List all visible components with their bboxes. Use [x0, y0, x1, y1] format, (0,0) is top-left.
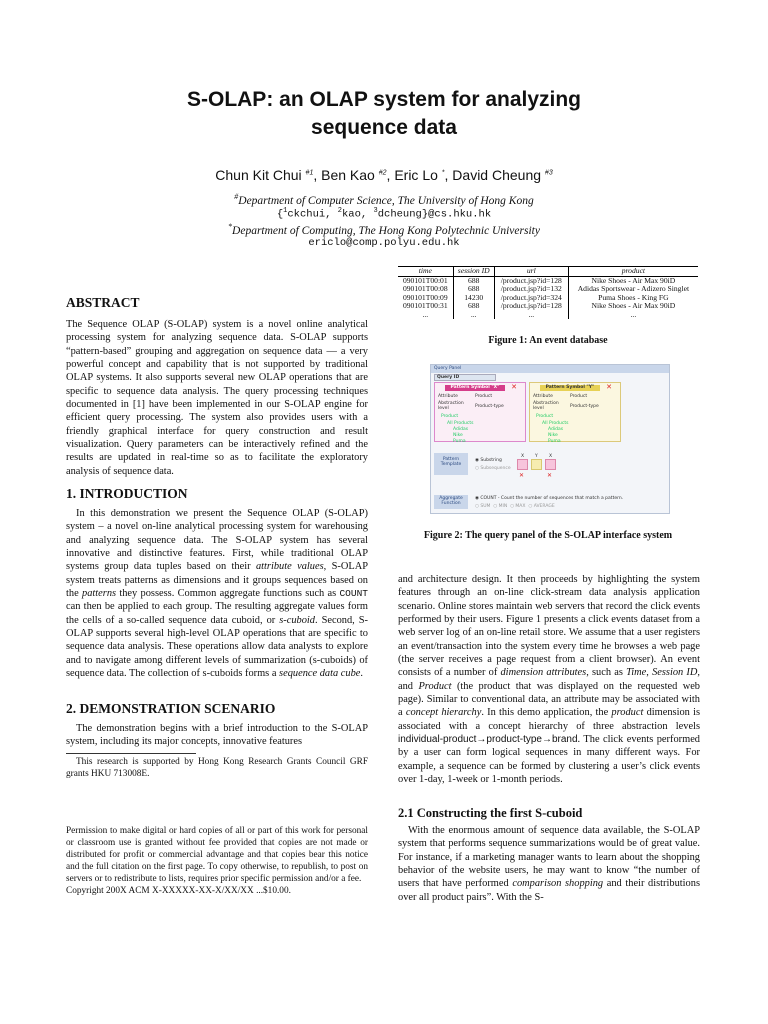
emphasis: product: [611, 707, 644, 719]
tree-item: Adidas: [453, 427, 469, 432]
title-line-2: sequence data: [311, 116, 457, 139]
close-icon: ✕: [511, 383, 517, 391]
email-mark: 3: [373, 207, 378, 215]
permission-text: Permission to make digital or hard copies of all or part of this work for personal or classroom use is granted without fee provided that copies are not made or distributed for profit or commercial advantage and that copies bear this notice and the full citation on the first page. To copy otherwise, to republish, to post on servers or to redistribute to lists, requires prior specific permission and/or a fee.: [66, 826, 368, 884]
pattern-template-label: Pattern Template: [434, 453, 468, 475]
text-run: , S-OLAP system treats patterns as dimensions and it groups sequences based on the: [66, 561, 368, 600]
emphasis: sequence data cube: [279, 668, 361, 680]
emphasis: dimension attributes: [500, 667, 587, 679]
text-run: and architecture design. It then proceeds by highlighting the system features through an on-line click-stream data analysis application scenario. Online stores maintain web servers that record the click events performed by their users. Figure 1 presents a click events dataset from a web server log of an on-line retail store. We assume that a user registers an event/transaction into the system every time he browses a web page (the server receives a page request from a client browser). An event consists of a number of: [398, 574, 700, 679]
author-name: Ben Kao: [321, 167, 375, 183]
table-cell: Nike Shoes - Air Max 90iD: [568, 276, 698, 285]
copyright-text: Copyright 200X ACM X-XXXXX-XX-X/XX/XX ...$10.00.: [66, 886, 291, 896]
pattern-box-y: [531, 459, 542, 470]
text-run: . Second, S-OLAP supports several high-level OLAP operations that are specific to sequence data analysis. These operations allow data analysts to explore and to navigate among different levels of summarization (s-cuboids) of sequence data. The collection of s-cuboids forms a: [66, 614, 368, 680]
aggregate-function-label: Aggregate Function: [434, 495, 468, 509]
table-cell: 14230: [453, 294, 494, 303]
intro-heading: 1. INTRODUCTION: [66, 486, 188, 501]
figure-2-caption: Figure 2: The query panel of the S-OLAP interface system: [423, 530, 673, 541]
attribute-label: Attribute: [533, 394, 553, 399]
author-name: David Cheung: [452, 167, 542, 183]
author-mark: #2: [378, 169, 387, 177]
text-run: , such as: [586, 667, 627, 679]
emphasis: comparison shopping: [512, 878, 604, 890]
text-run: , and: [398, 667, 700, 692]
pattern-symbol-y: [529, 382, 621, 442]
text-run: ,: [646, 667, 653, 679]
table-cell: Adidas Sportswear - Adizero Singlet: [568, 285, 698, 294]
table-cell: 090101T00:08: [402, 284, 448, 293]
demo-paragraph: The demonstration begins with a brief introduction to the S-OLAP system, including its major concepts, innovative features: [66, 723, 368, 748]
text-run: dimension is associated with a concept hierarchy of three abstraction levels: [398, 707, 700, 732]
text-run: .: [360, 668, 364, 680]
pattern-symbol-title: Pattern Symbol "Y": [540, 385, 600, 391]
emphasis: attribute values: [255, 561, 324, 573]
attribute-value: Product: [570, 394, 588, 399]
author-name: Eric Lo: [394, 167, 438, 183]
table-header-row: [398, 267, 698, 277]
affiliation-mark: *: [228, 222, 233, 231]
email-user: ckchui,: [287, 208, 338, 221]
pattern-box-x: [517, 459, 528, 470]
emphasis: Time: [626, 667, 647, 679]
table-cell: 688: [453, 276, 494, 285]
table-row: [398, 302, 698, 311]
author-list: Chun Kit Chui $^{\#1}$, Ben Kao $^{\#2}$, Eric Lo *, David Cheung $^{\#3}$: [215, 167, 553, 183]
affiliation-1: [0, 192, 768, 207]
tree-all-products: All Products: [447, 421, 474, 426]
footnote-rule: [66, 753, 196, 754]
subsection-body: [398, 824, 700, 904]
column-header: time: [398, 267, 453, 277]
text-run: and their distributions over all product pairs”. With the S-: [398, 878, 700, 903]
tree-item: Nike: [548, 433, 558, 438]
query-panel-figure: [430, 364, 670, 514]
event-table: [398, 266, 698, 319]
remove-icon: ✕: [547, 472, 553, 479]
emphasis: s-cuboid: [279, 614, 316, 626]
abstract-heading: ABSTRACT: [66, 295, 140, 310]
table-cell: ...: [453, 311, 494, 320]
email-2: ericlo@comp.polyu.edu.hk: [308, 237, 460, 249]
remove-icon: ✕: [519, 472, 525, 479]
option-label: COUNT - Count the number of sequences that match a pattern.: [480, 496, 624, 501]
intro-paragraph: [66, 507, 368, 680]
permission-notice: [66, 825, 368, 897]
subsection-paragraph: [398, 824, 700, 904]
emphasis: concept hierarchy: [405, 707, 482, 719]
table-cell: ...: [568, 311, 698, 320]
email-user: kao,: [342, 208, 374, 221]
pattern-symbol-label: X: [521, 454, 525, 459]
tree-item: Puma: [453, 439, 466, 444]
abstraction-level-value: Product-type: [570, 404, 599, 409]
subsection-heading: 2.1 Constructing the first S-cuboid: [398, 806, 583, 820]
abstraction-level-label: Abstraction level: [438, 401, 464, 411]
subsequence-option: ○ Subsequence: [475, 466, 511, 471]
query-panel-header: Query Panel: [431, 365, 669, 373]
affiliation-text: Department of Computing, The Hong Kong Polytechnic University: [232, 224, 540, 237]
text-run: (the product that was displayed on the requested web page). Similar to conventional data, an attribute may be associated with a: [398, 680, 700, 719]
column-header: product: [568, 267, 698, 277]
option-label: Substring: [480, 458, 502, 463]
tree-item: Nike: [453, 433, 463, 438]
table-cell: 688: [453, 302, 494, 311]
option-label: AVERAGE: [533, 504, 555, 509]
table-cell: Nike Shoes - Air Max 90iD: [568, 302, 698, 311]
option-label: Subsequence: [480, 466, 511, 471]
pattern-box-x: [545, 459, 556, 470]
table-cell: 090101T00:09: [402, 292, 448, 302]
other-aggregate-options: ○ SUM ○ MIN ○ MAX ○ AVERAGE: [475, 504, 555, 509]
text-run: can then be applied to each group. The resulting aggregate values form the cells of a so-called sequence data cuboid, or: [66, 601, 368, 626]
author-mark: #1: [305, 169, 314, 177]
tree-item: Adidas: [548, 427, 564, 432]
affiliation-2: [0, 222, 768, 237]
emphasis: Session ID: [652, 667, 698, 679]
table-cell: ...: [422, 309, 429, 319]
table-cell: Puma Shoes - King FG: [568, 294, 698, 303]
pattern-symbol-label: Y: [535, 454, 538, 459]
sans-text: individual-product→product-type→brand: [398, 734, 578, 746]
code-text: COUNT: [339, 588, 368, 600]
affiliation-mark: #: [234, 192, 239, 201]
table-cell: 688: [453, 285, 494, 294]
pattern-symbol-title: Pattern Symbol "X": [445, 385, 505, 391]
tree-all-products: All Products: [542, 421, 569, 426]
option-label: MIN: [498, 504, 508, 509]
tree-root: Product: [536, 414, 554, 419]
demo-body: [66, 722, 368, 749]
text-run: In this demonstration we present the Sequence OLAP (S-OLAP) system – a novel on-line analytical processing system for warehousing and analyzing sequence data. The S-OLAP system has several innovative and distinctive features. First, while traditional OLAP systems group data tuples based on their: [66, 508, 368, 573]
figure-1-caption: Figure 1: An event database: [488, 335, 608, 346]
email-domain: }@cs.hku.hk: [421, 208, 492, 221]
email-mark: 1: [283, 207, 288, 215]
affiliation-text: Department of Computer Science, The University of Hong Kong: [238, 194, 534, 207]
email-user: dcheung: [377, 208, 422, 221]
title-line-1: S-OLAP: an OLAP system for analyzing: [186, 88, 582, 111]
table-cell: ...: [494, 311, 568, 320]
text-run: With the enormous amount of sequence data available, the S-OLAP system that performs sequence summarizations would be of great value. For instance, if a marketing manager wants to learn about the shopping behavior of the website users, he may want to know “the number of users that have performed: [398, 825, 700, 890]
table-cell: /product.jsp?id=128: [494, 302, 568, 311]
pattern-symbol-x: [434, 382, 526, 442]
email-mark: 2: [337, 207, 342, 215]
text-run: they possess. Common aggregate functions such as: [116, 588, 340, 600]
table-cell: 090101T00:31: [402, 301, 448, 310]
attribute-label: Attribute: [438, 394, 458, 399]
count-option: ◉ COUNT - Count the number of sequences that match a pattern.: [475, 496, 624, 501]
text-run: . The click events performed by a user can form logical sequences in many different ways. For example, a sequence can be formed by clustering a user’s click events over 1-day, 1-week or 1-month periods.: [398, 734, 700, 786]
tree-item: Puma: [548, 439, 561, 444]
query-id-field: Query ID: [434, 374, 496, 381]
author-name: Chun Kit Chui: [215, 167, 302, 183]
abstraction-level-value: Product-type: [475, 404, 504, 409]
table-row: [398, 311, 698, 320]
author-mark: *: [441, 169, 445, 177]
email-1: [0, 207, 768, 221]
emphasis: patterns: [82, 588, 117, 600]
close-icon: ✕: [606, 383, 612, 391]
abstract-text: The Sequence OLAP (S-OLAP) system is a novel online analytical processing system for analyzing sequence data. S-OLAP supports “pattern-based” grouping and aggregation on sequence data — a very powerful concept and capability that is not supported by traditional OLAP systems. It also supports several new OLAP operations that are specific to sequence data analysis. The query processing techniques documented in [1] have been implemented in our S-OLAP engine for efficient query processing. The system also provides users with a friendly graphical interface for query construction and result visualization. Query parameters can be interactively refined and the results are updated in real-time so as to facilitate the exploratory analysis of sequence data.: [66, 319, 368, 477]
substring-option: ◉ Substring: [475, 458, 502, 463]
scenario-paragraph: [398, 573, 700, 787]
option-label: SUM: [480, 504, 491, 509]
table-cell: 090101T00:01: [402, 275, 448, 285]
column-header: session ID: [453, 267, 494, 277]
emphasis: Product: [418, 680, 452, 692]
text-run: . In this demo application, the: [481, 707, 612, 719]
tree-root: Product: [441, 414, 459, 419]
table-cell: /product.jsp?id=132: [494, 285, 568, 294]
attribute-value: Product: [475, 394, 493, 399]
abstract-body: [66, 318, 368, 478]
footnote: This research is supported by Hong Kong Research Grants Council GRF grants HKU 713008E.: [66, 757, 368, 779]
table-cell: /product.jsp?id=128: [494, 276, 568, 285]
column-header: url: [494, 267, 568, 277]
pattern-symbol-label: X: [549, 454, 553, 459]
right-column-body: [398, 573, 700, 787]
table-cell: /product.jsp?id=324: [494, 294, 568, 303]
demo-heading: 2. DEMONSTRATION SCENARIO: [66, 701, 276, 716]
paper-title: [0, 86, 768, 142]
option-label: MAX: [515, 504, 526, 509]
email-brace: {: [276, 208, 284, 221]
intro-body: [66, 507, 368, 680]
author-mark: #3: [544, 169, 553, 177]
abstraction-level-label: Abstraction level: [533, 401, 559, 411]
